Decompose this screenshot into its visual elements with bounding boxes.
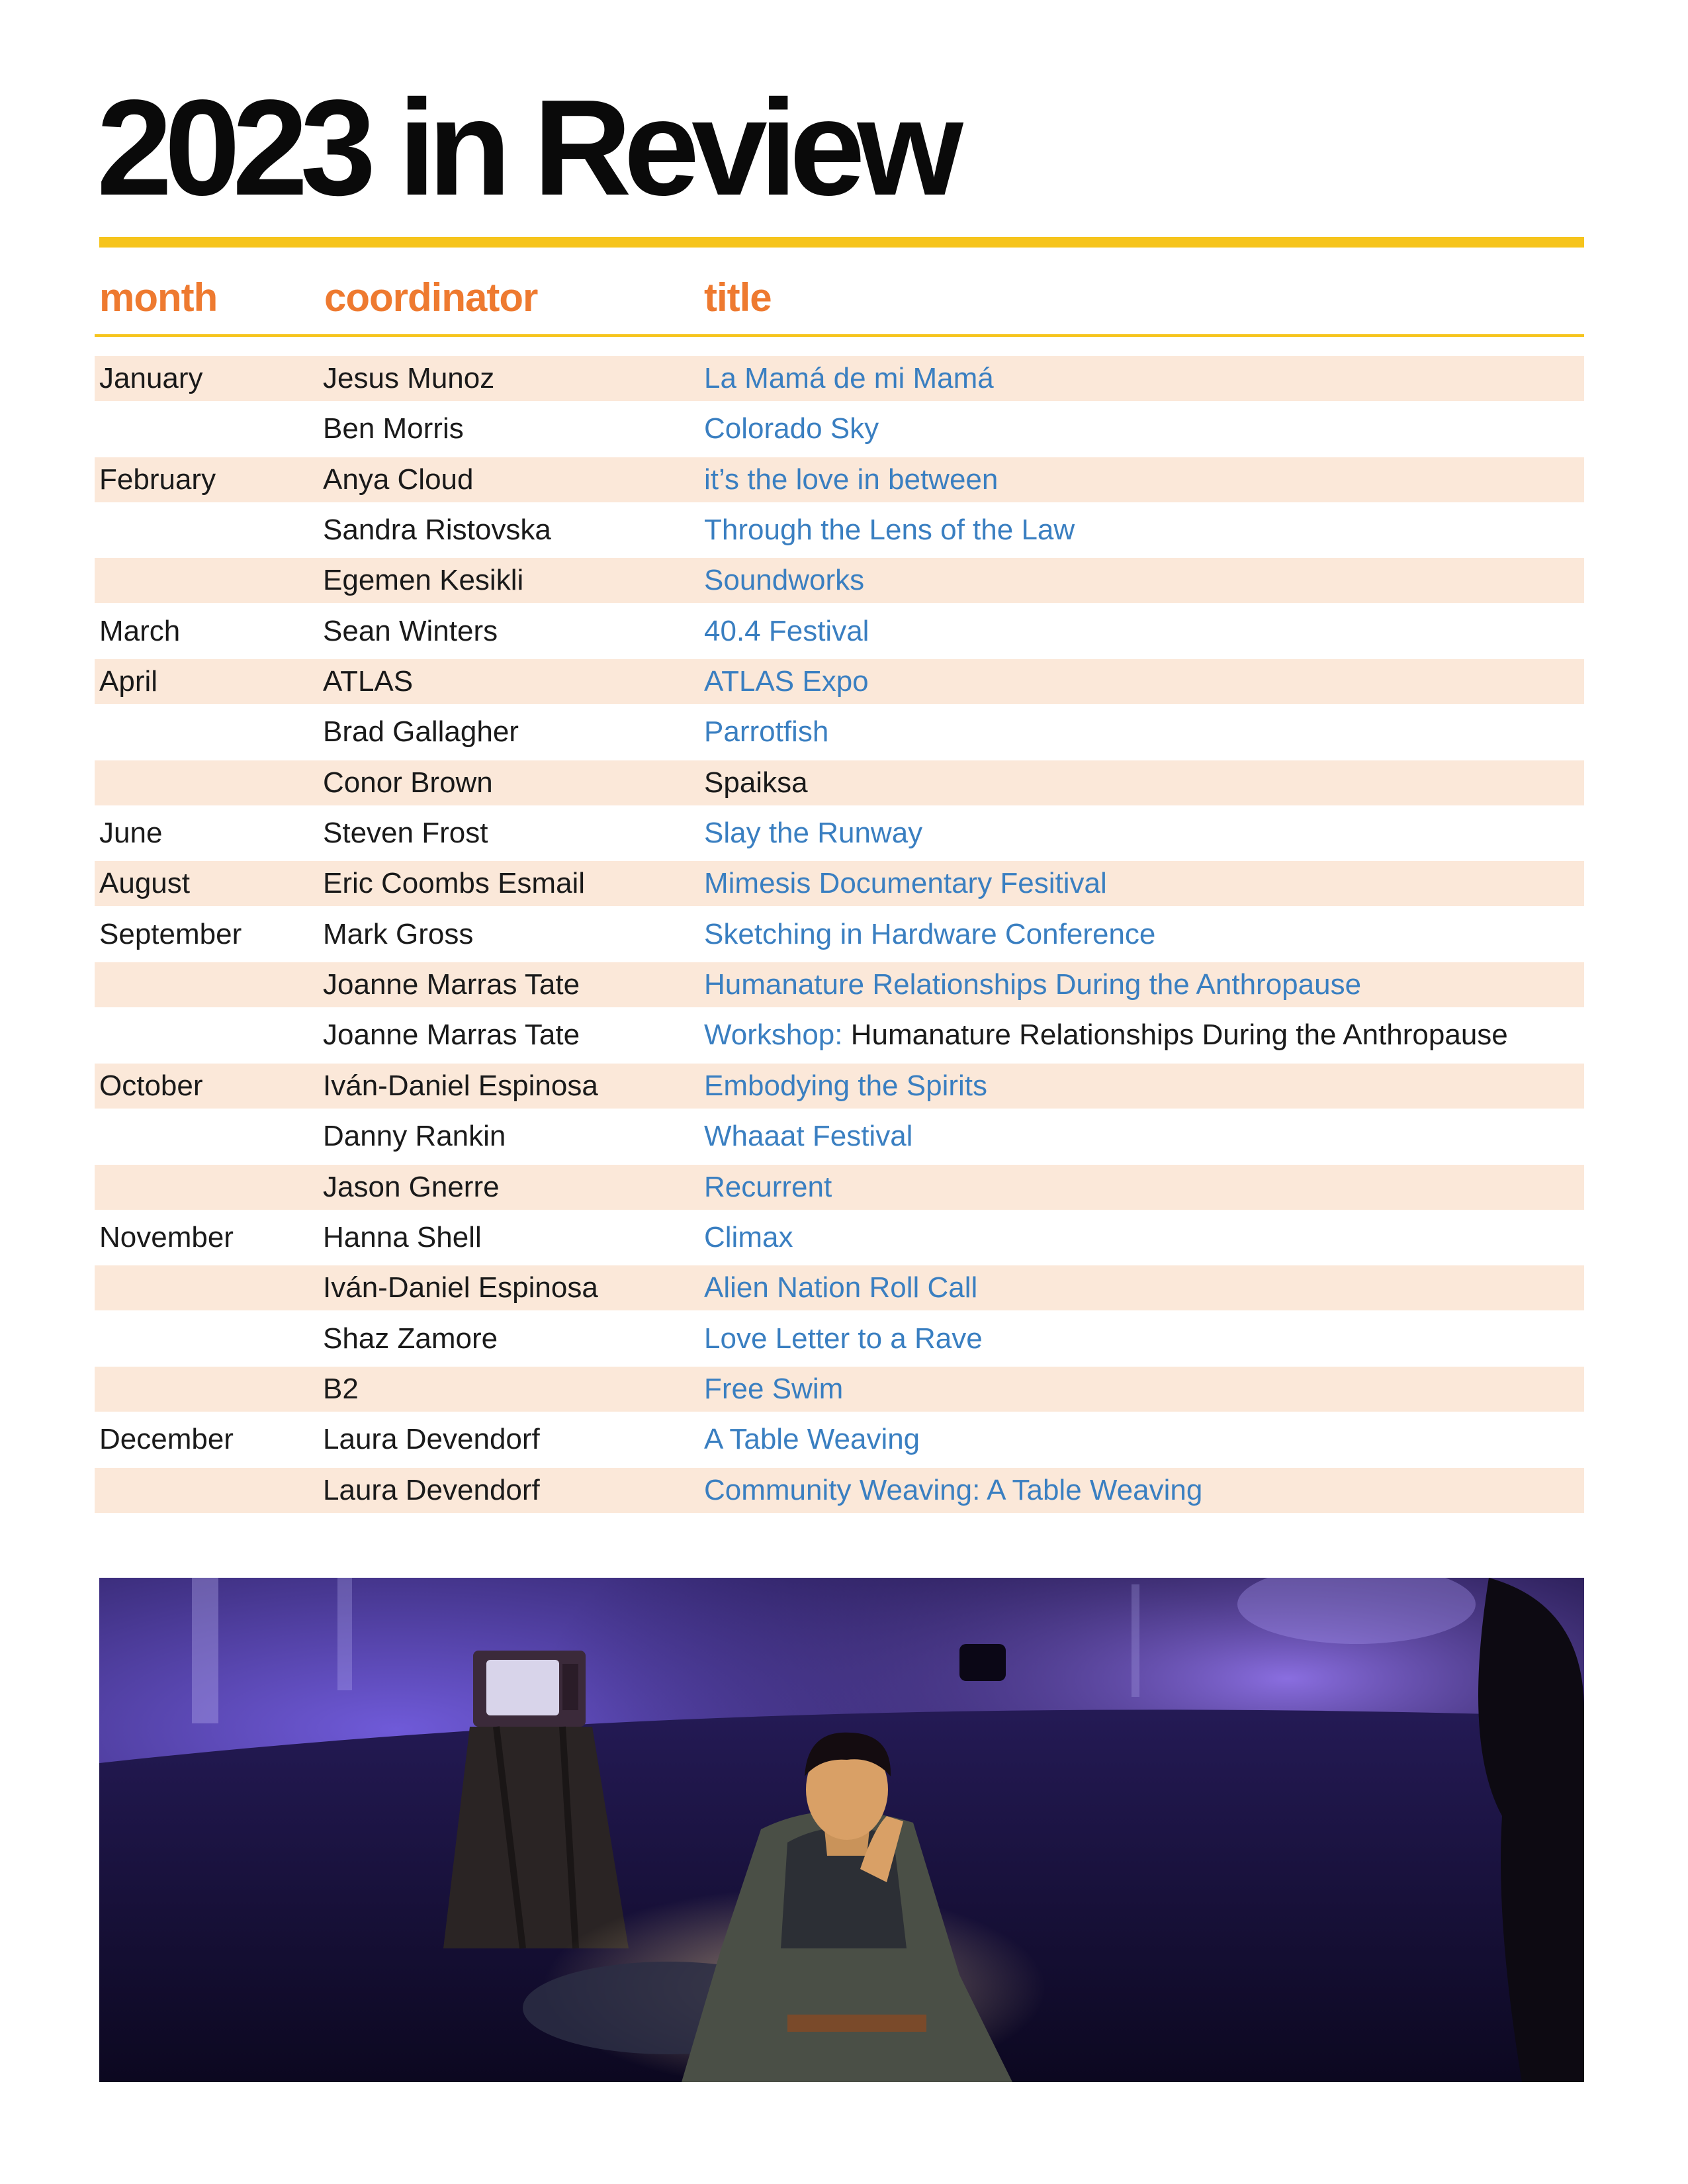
title-cell	[704, 457, 998, 502]
coordinator-cell: Brad Gallagher	[323, 715, 519, 749]
table-row	[95, 861, 1584, 906]
event-title-link[interactable]: Love Letter to a Rave	[704, 1322, 983, 1355]
title-cell	[704, 962, 1361, 1007]
coordinator-cell: Eric Coombs Esmail	[323, 867, 586, 900]
event-title-link[interactable]: Colorado Sky	[704, 412, 879, 445]
event-title-link[interactable]: A Table Weaving	[704, 1423, 920, 1456]
table-row	[95, 1215, 1584, 1260]
title-cell	[704, 811, 922, 856]
coordinator-cell: ATLAS	[323, 665, 414, 698]
table-row	[95, 406, 1584, 451]
table-row	[95, 1468, 1584, 1513]
coordinator-cell: Laura Devendorf	[323, 1423, 540, 1456]
coordinator-cell: Iván-Daniel Espinosa	[323, 1069, 598, 1102]
event-title-link[interactable]: Community Weaving: A Table Weaving	[704, 1473, 1203, 1506]
month-cell: August	[99, 867, 190, 900]
event-title-link[interactable]: Through the Lens of the Law	[704, 514, 1075, 547]
coordinator-cell: Danny Rankin	[323, 1120, 506, 1153]
table-row	[95, 962, 1584, 1007]
column-header-title: title	[704, 275, 772, 320]
table-row	[95, 609, 1584, 654]
coordinator-cell: Jesus Munoz	[323, 362, 495, 394]
title-cell	[704, 1265, 977, 1310]
event-title-text: Spaiksa	[704, 766, 808, 799]
table-row	[95, 1367, 1584, 1412]
title-cell	[704, 659, 869, 704]
coordinator-cell: B2	[323, 1372, 359, 1405]
title-cell	[704, 558, 864, 603]
coordinator-cell: Sean Winters	[323, 614, 498, 647]
table-row	[95, 1265, 1584, 1310]
table-row	[95, 1114, 1584, 1159]
event-title-link[interactable]: Embodying the Spirits	[704, 1069, 987, 1102]
event-title-link[interactable]: Climax	[704, 1220, 793, 1253]
title-cell	[704, 760, 808, 805]
month-cell: February	[99, 463, 216, 496]
coordinator-cell: Anya Cloud	[323, 463, 474, 496]
month-cell: October	[99, 1069, 203, 1102]
table-row	[95, 1165, 1584, 1210]
title-cell	[704, 1468, 1202, 1513]
event-title-link[interactable]: Workshop:	[704, 1019, 843, 1052]
title-cell	[704, 356, 994, 401]
event-title-link[interactable]: Parrotfish	[704, 715, 829, 749]
table-row	[95, 760, 1584, 805]
month-cell: December	[99, 1423, 234, 1456]
event-title-link[interactable]: Mimesis Documentary Fesitival	[704, 867, 1107, 900]
event-title-link[interactable]: Alien Nation Roll Call	[704, 1271, 978, 1304]
coordinator-cell: Sandra Ristovska	[323, 514, 551, 547]
title-cell	[704, 861, 1107, 906]
month-cell: September	[99, 917, 242, 950]
table-row	[95, 659, 1584, 704]
title-cell	[704, 1165, 832, 1210]
event-title-link[interactable]: Sketching in Hardware Conference	[704, 917, 1156, 950]
title-cell	[704, 1215, 793, 1260]
column-header-month: month	[99, 275, 218, 320]
header-rule	[95, 334, 1584, 337]
table-row	[95, 508, 1584, 553]
table-row	[95, 356, 1584, 401]
coordinator-cell: Conor Brown	[323, 766, 493, 799]
title-cell	[704, 709, 828, 754]
title-cell	[704, 1114, 912, 1159]
event-title-link[interactable]: Recurrent	[704, 1170, 832, 1203]
coordinator-cell: Joanne Marras Tate	[323, 1019, 580, 1052]
event-title-link[interactable]: La Mamá de mi Mamá	[704, 362, 994, 394]
coordinator-cell: Steven Frost	[323, 817, 488, 850]
table-row	[95, 1064, 1584, 1109]
event-title-link[interactable]: Whaaat Festival	[704, 1120, 913, 1153]
title-cell	[704, 912, 1155, 957]
event-photo-illustration	[99, 1578, 1584, 2082]
coordinator-cell: Joanne Marras Tate	[323, 968, 580, 1001]
title-cell	[704, 1367, 843, 1412]
page-title: 2023 in Review	[97, 71, 955, 224]
coordinator-cell: Egemen Kesikli	[323, 564, 524, 597]
month-cell: June	[99, 817, 163, 850]
event-title-link[interactable]: Free Swim	[704, 1372, 844, 1405]
month-cell: January	[99, 362, 203, 394]
table-row	[95, 1417, 1584, 1462]
event-title-link[interactable]: 40.4 Festival	[704, 614, 869, 647]
title-cell	[704, 1064, 987, 1109]
table-row	[95, 1013, 1584, 1058]
event-photo	[99, 1578, 1584, 2082]
event-title-link[interactable]: Slay the Runway	[704, 817, 923, 850]
title-cell	[704, 406, 879, 451]
event-title-link[interactable]: Soundworks	[704, 564, 865, 597]
event-title-text: Humanature Relationships During the Anthropause	[842, 1019, 1508, 1052]
title-cell	[704, 609, 869, 654]
month-cell: April	[99, 665, 158, 698]
table-row	[95, 912, 1584, 957]
table-row	[95, 558, 1584, 603]
coordinator-cell: Mark Gross	[323, 917, 474, 950]
month-cell: March	[99, 614, 181, 647]
title-cell	[704, 508, 1075, 553]
table-row	[95, 811, 1584, 856]
coordinator-cell: Iván-Daniel Espinosa	[323, 1271, 598, 1304]
event-title-link[interactable]: it’s the love in between	[704, 463, 999, 496]
title-cell	[704, 1316, 983, 1361]
coordinator-cell: Ben Morris	[323, 412, 464, 445]
title-cell	[704, 1013, 1508, 1058]
coordinator-cell: Jason Gnerre	[323, 1170, 500, 1203]
table-row	[95, 457, 1584, 502]
coordinator-cell: Shaz Zamore	[323, 1322, 498, 1355]
title-rule	[99, 237, 1584, 248]
coordinator-cell: Hanna Shell	[323, 1220, 482, 1253]
event-title-link[interactable]: Humanature Relationships During the Anthropause	[704, 968, 1362, 1001]
month-cell: November	[99, 1220, 234, 1253]
title-cell	[704, 1417, 920, 1462]
review-table	[95, 356, 1584, 1518]
table-row	[95, 1316, 1584, 1361]
coordinator-cell: Laura Devendorf	[323, 1473, 540, 1506]
column-header-coordinator: coordinator	[324, 275, 538, 320]
table-row	[95, 709, 1584, 754]
event-title-link[interactable]: ATLAS Expo	[704, 665, 869, 698]
